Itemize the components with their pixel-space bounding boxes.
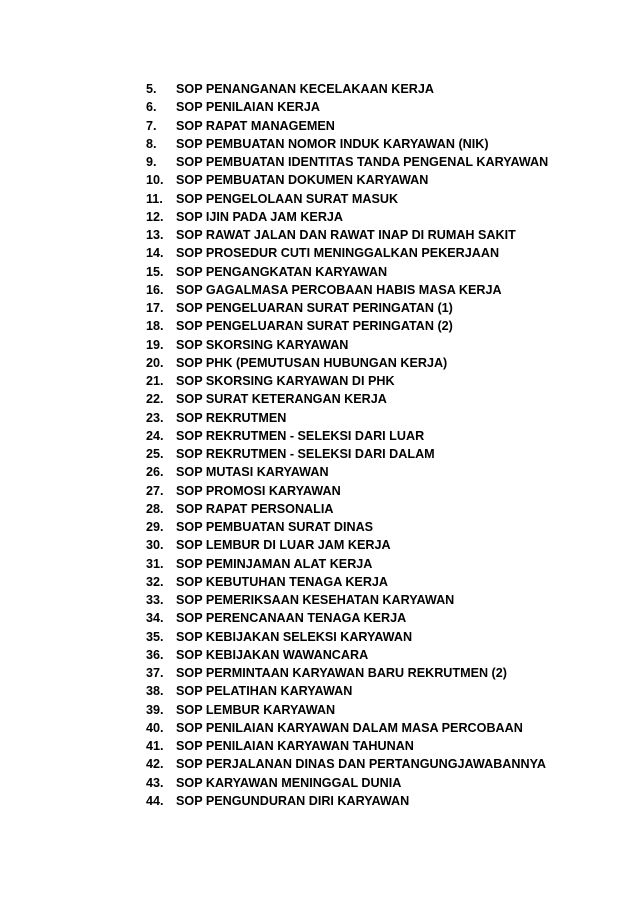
list-item [146, 573, 548, 591]
list-item [146, 390, 548, 408]
list-item-number: 10. [146, 173, 164, 188]
list-item [146, 117, 548, 135]
list-item-number: 34. [146, 611, 164, 626]
list-item-number: 29. [146, 520, 164, 534]
list-item [146, 244, 548, 262]
list-item-text: SOP RAPAT MANAGEMEN [176, 118, 335, 133]
list-item-number: 35. [146, 629, 164, 644]
list-item [146, 774, 548, 792]
list-item-number: 17. [146, 301, 164, 315]
list-item-number: 36. [146, 647, 164, 662]
list-item-text: SOP PROMOSI KARYAWAN [176, 483, 341, 498]
list-item-text: SOP PENGUNDURAN DIRI KARYAWAN [176, 793, 410, 808]
list-item-text: SOP PENGELUARAN SURAT PERINGATAN (2) [176, 319, 453, 334]
list-item-text: SOP LEMBUR KARYAWAN [176, 702, 336, 717]
list-item-number: 12. [146, 209, 164, 224]
list-item-text: SOP REKRUTMEN [176, 410, 287, 425]
list-item [146, 646, 548, 664]
list-item-text: SOP PENGANGKATAN KARYAWAN [176, 264, 388, 279]
list-item-number: 28. [146, 501, 164, 516]
list-item-number: 8. [146, 136, 157, 151]
list-item-text: SOP PENILAIAN KARYAWAN TAHUNAN [176, 739, 414, 753]
list-item-number: 26. [146, 465, 164, 480]
list-item-number: 16. [146, 282, 164, 297]
list-item [146, 463, 548, 481]
list-item-number: 27. [146, 483, 164, 498]
list-item-text: SOP PEMBUATAN NOMOR INDUK KARYAWAN (NIK) [176, 136, 489, 151]
list-item [146, 609, 548, 627]
list-item [146, 591, 548, 609]
list-item-text: SOP PEMBUATAN DOKUMEN KARYAWAN [176, 173, 429, 188]
list-item-number: 19. [146, 337, 164, 352]
list-item-number: 23. [146, 410, 164, 425]
list-item-number: 22. [146, 392, 164, 407]
list-item-number: 40. [146, 720, 164, 735]
list-item [146, 153, 548, 171]
list-item-number: 18. [146, 319, 164, 334]
list-item-number: 20. [146, 355, 164, 370]
list-item-number: 42. [146, 757, 164, 772]
list-item [146, 354, 548, 372]
list-item-text: SOP PENILAIAN KERJA [176, 100, 320, 115]
list-item [146, 208, 548, 226]
list-item [146, 792, 548, 810]
list-item-number: 44. [146, 793, 164, 808]
list-item-number: 24. [146, 428, 164, 443]
list-item [146, 281, 548, 299]
list-item-text: SOP MUTASI KARYAWAN [176, 465, 329, 480]
list-item-text: SOP PELATIHAN KARYAWAN [176, 684, 353, 699]
list-item [146, 135, 548, 153]
list-item [146, 263, 548, 281]
list-item [146, 171, 548, 189]
list-item-number: 37. [146, 666, 164, 680]
list-item-text: SOP SKORSING KARYAWAN DI PHK [176, 374, 395, 388]
list-item-number: 6. [146, 100, 157, 115]
list-item-text: SOP PEMINJAMAN ALAT KERJA [176, 556, 373, 571]
list-item-text: SOP PENANGANAN KECELAKAAN KERJA [176, 82, 434, 96]
sop-list [146, 80, 548, 810]
list-item-text: SOP IJIN PADA JAM KERJA [176, 209, 344, 224]
list-item-number: 21. [146, 374, 164, 388]
list-item [146, 755, 548, 773]
list-item-number: 43. [146, 775, 164, 790]
list-item [146, 427, 548, 445]
list-item [146, 190, 548, 208]
list-item-text: SOP SKORSING KARYAWAN [176, 337, 349, 352]
list-item-text: SOP LEMBUR DI LUAR JAM KERJA [176, 538, 391, 553]
list-item-text: SOP GAGALMASA PERCOBAAN HABIS MASA KERJA [176, 282, 502, 297]
list-item [146, 336, 548, 354]
list-item-number: 13. [146, 228, 164, 242]
list-item-text: SOP RAWAT JALAN DAN RAWAT INAP DI RUMAH SAKIT [176, 228, 516, 242]
list-item-number: 41. [146, 739, 164, 753]
list-item-number: 30. [146, 538, 164, 553]
list-item [146, 482, 548, 500]
list-item-number: 25. [146, 447, 164, 461]
list-item-number: 32. [146, 574, 164, 589]
list-item [146, 299, 548, 317]
list-item-text: SOP PENGELOLAAN SURAT MASUK [176, 191, 399, 206]
list-item [146, 737, 548, 755]
list-item-text: SOP PEMERIKSAAN KESEHATAN KARYAWAN [176, 593, 455, 607]
list-item [146, 98, 548, 116]
list-item [146, 80, 548, 98]
list-item-text: SOP PROSEDUR CUTI MENINGGALKAN PEKERJAAN [176, 246, 500, 261]
list-item [146, 555, 548, 573]
list-item-text: SOP KEBIJAKAN WAWANCARA [176, 647, 369, 662]
list-item [146, 536, 548, 554]
list-item [146, 628, 548, 646]
list-item [146, 701, 548, 719]
list-item-text: SOP PERJALANAN DINAS DAN PERTANGUNGJAWABANNYA [176, 757, 546, 772]
list-item [146, 317, 548, 335]
list-item-number: 11. [146, 191, 163, 206]
list-item-text: SOP REKRUTMEN - SELEKSI DARI LUAR [176, 428, 425, 443]
list-item-number: 7. [146, 118, 157, 133]
list-item-text: SOP KEBIJAKAN SELEKSI KARYAWAN [176, 629, 413, 644]
list-item-text: SOP PHK (PEMUTUSAN HUBUNGAN KERJA) [176, 355, 448, 370]
list-item-text: SOP PENGELUARAN SURAT PERINGATAN (1) [176, 301, 453, 315]
list-item [146, 372, 548, 390]
list-item [146, 719, 548, 737]
list-item [146, 226, 548, 244]
list-item-number: 33. [146, 593, 164, 607]
list-item-text: SOP KARYAWAN MENINGGAL DUNIA [176, 775, 402, 790]
list-item-text: SOP PERENCANAAN TENAGA KERJA [176, 611, 407, 626]
list-item-text: SOP RAPAT PERSONALIA [176, 501, 334, 516]
list-item-number: 31. [146, 556, 164, 571]
list-item-number: 14. [146, 246, 164, 261]
list-item-text: SOP PENILAIAN KARYAWAN DALAM MASA PERCOBAAN [176, 720, 523, 735]
list-item-number: 39. [146, 702, 164, 717]
list-item-text: SOP SURAT KETERANGAN KERJA [176, 392, 387, 407]
list-item [146, 500, 548, 518]
list-item-text: SOP PERMINTAAN KARYAWAN BARU REKRUTMEN (2) [176, 666, 507, 680]
list-item [146, 682, 548, 700]
list-item-number: 38. [146, 684, 164, 699]
list-item [146, 518, 548, 536]
list-item-text: SOP PEMBUATAN IDENTITAS TANDA PENGENAL KARYAWAN [176, 155, 549, 169]
list-item-number: 9. [146, 155, 157, 169]
list-item-text: SOP REKRUTMEN - SELEKSI DARI DALAM [176, 447, 435, 461]
list-item-number: 15. [146, 264, 164, 279]
list-item-text: SOP KEBUTUHAN TENAGA KERJA [176, 574, 389, 589]
list-item [146, 409, 548, 427]
list-item [146, 664, 548, 682]
list-item [146, 445, 548, 463]
list-item-number: 5. [146, 82, 157, 96]
list-item-text: SOP PEMBUATAN SURAT DINAS [176, 520, 374, 534]
